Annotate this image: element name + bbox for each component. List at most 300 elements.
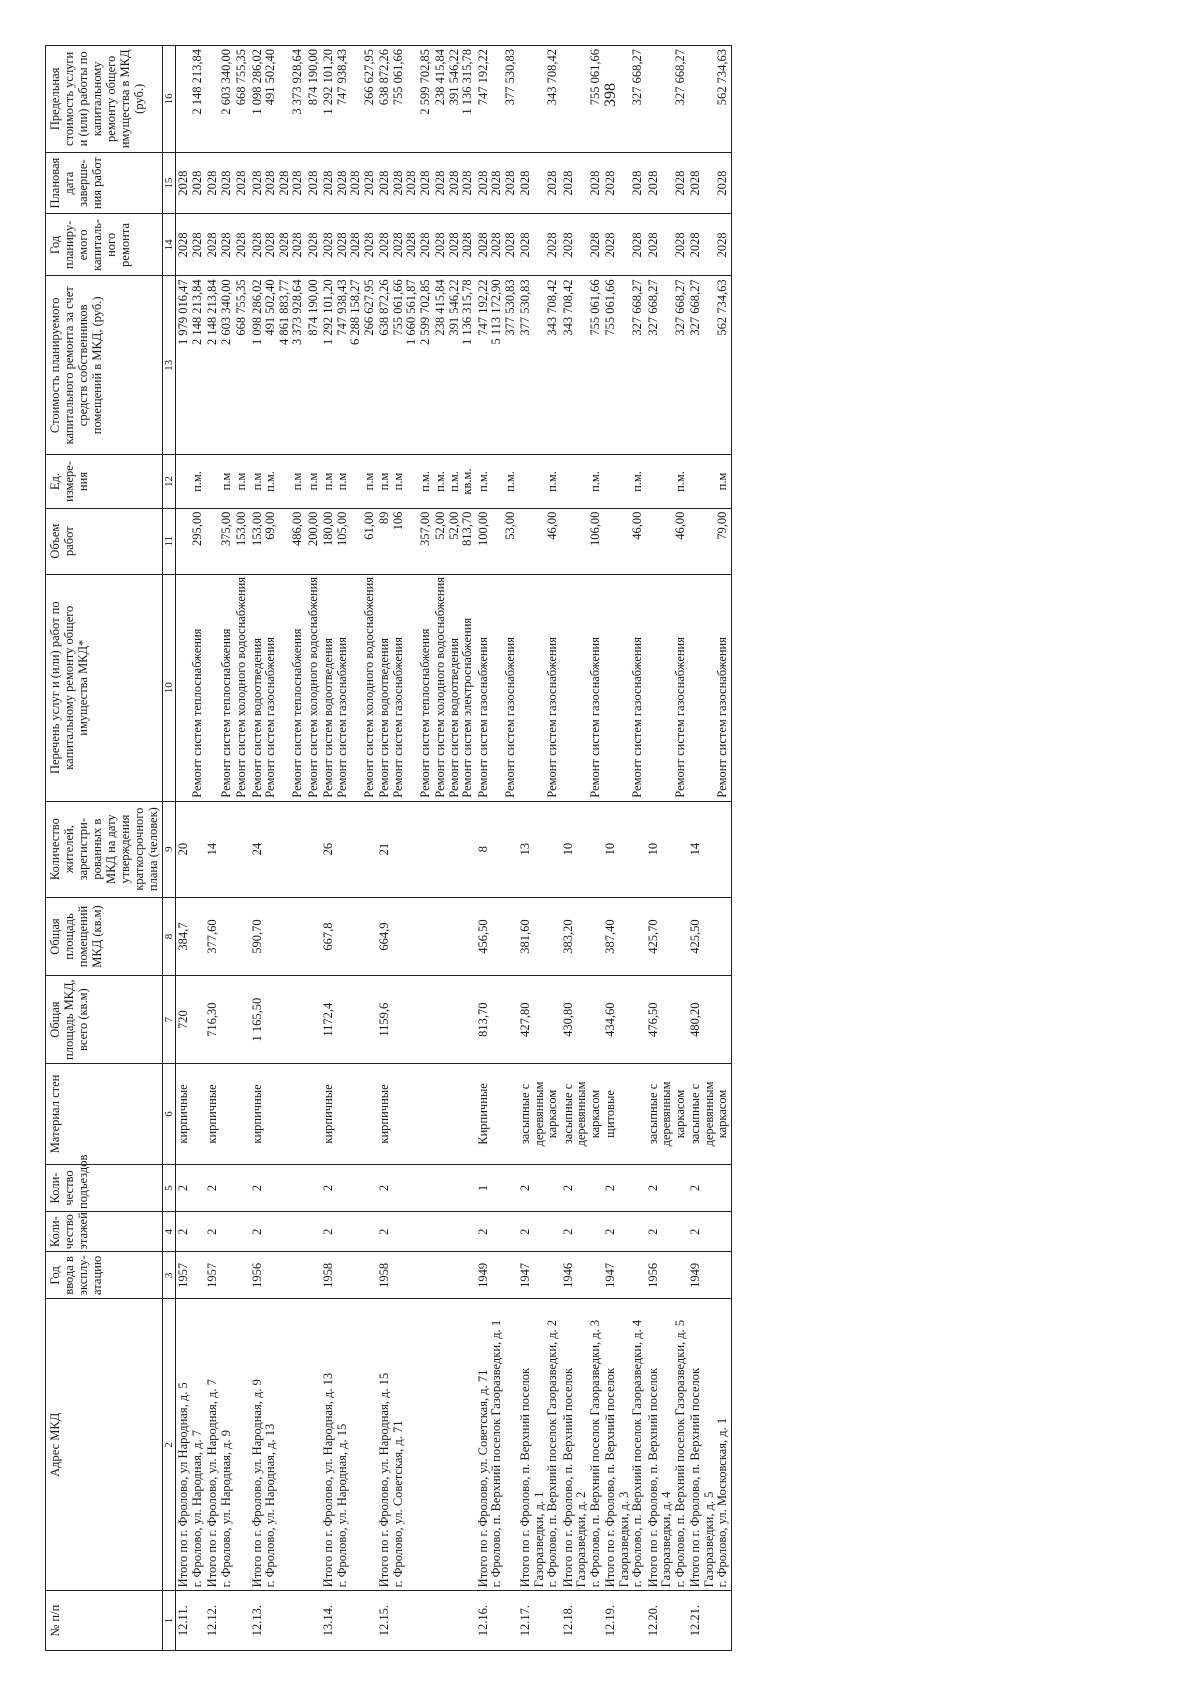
works-cell-line	[703, 578, 717, 798]
cost-cell-line	[533, 279, 547, 451]
limit-cell	[433, 46, 476, 153]
address-cell-line: Итого по г. Фролово, п. Верхний поселок	[603, 1367, 617, 1588]
address-cell-line: г. Фролово, ул. Московская, д. 1	[715, 1417, 729, 1588]
total-area-cell: 427,80	[518, 976, 561, 1063]
column-header: Количество жителей, зарегистри-рованных в МКД на дату утверждения краткосрочного плана (человек)	[46, 801, 163, 897]
cost-cell-line: 5 113 172,90	[489, 279, 503, 345]
rooms-area-cell: 425,70	[646, 897, 689, 976]
column-number: 9	[163, 801, 176, 897]
limit-cell-line: 377 530,83	[502, 49, 517, 106]
row-number: 12.13.	[250, 1591, 306, 1651]
end-year-cell	[433, 152, 476, 214]
works-cell-line: Ремонт систем электроснабжения	[460, 617, 474, 798]
column-header: Объем работ	[46, 508, 163, 574]
end-year-cell-line: 2028	[603, 170, 617, 196]
cost-cell	[250, 276, 306, 455]
plan-year-cell-line	[703, 218, 717, 273]
cost-cell	[234, 276, 250, 455]
end-year-cell	[250, 152, 306, 214]
address-cell	[321, 1299, 377, 1591]
end-year-cell-line: 2028	[475, 170, 490, 196]
wall-material-cell-line: деревянным	[531, 1081, 546, 1147]
plan-year-cell-line: 2028	[545, 232, 559, 258]
works-cell-line: Ремонт систем теплоснабжения	[218, 628, 233, 798]
end-year-cell	[688, 152, 731, 214]
cost-cell-line: 491 502,40	[263, 279, 277, 336]
wall-material-cell-line: каркасом	[672, 1089, 687, 1139]
residents-cell: 10	[561, 801, 604, 897]
plan-year-cell-line: 2028	[560, 232, 575, 258]
cost-cell-line: 747 192,22	[475, 279, 490, 336]
volume-cell-line: 106,00	[587, 511, 602, 546]
works-cell-line	[278, 578, 292, 798]
year-cell: 1949	[688, 1252, 731, 1299]
total-area-cell: 1159,6	[377, 976, 433, 1063]
wall-material-cell-line: засыпные с	[645, 1083, 660, 1145]
address-cell	[433, 1299, 476, 1591]
wall-material-cell-line: кирпичные	[321, 1084, 335, 1144]
end-year-cell-line: 2028	[446, 170, 461, 196]
volume-cell-line	[177, 512, 191, 571]
volume-cell-line	[575, 512, 589, 571]
works-cell-line: Ремонт систем газоснабжения	[502, 637, 517, 798]
end-year-cell-line: 2028	[205, 170, 219, 196]
unit-cell-line: п.м.	[475, 471, 490, 492]
unit-cell-line	[660, 458, 674, 504]
works-cell-line	[575, 578, 589, 798]
cost-cell-line: 6 288 158,27	[348, 279, 362, 345]
limit-cell-line	[604, 49, 618, 149]
limit-cell-line	[278, 49, 292, 149]
plan-year-cell-line: 2028	[603, 232, 617, 258]
works-cell-line	[490, 578, 504, 798]
plan-year-cell-line: 2028	[433, 232, 447, 258]
works-cell	[176, 574, 206, 801]
column-header: Год планиру-емого капиталь-ного ремонта	[46, 214, 163, 276]
cost-cell	[321, 276, 377, 455]
column-number-row	[163, 46, 176, 1651]
volume-cell	[234, 508, 250, 574]
header-row	[46, 46, 163, 1651]
limit-cell-line: 2 599 702,85	[417, 49, 432, 115]
end-year-cell	[306, 152, 322, 214]
column-header: Плановая дата заверше-ния работ	[46, 152, 163, 214]
column-number: 16	[163, 46, 176, 153]
plan-year-cell-line: 2028	[234, 232, 248, 258]
unit-cell-line: п.м	[234, 472, 248, 491]
column-header: Адрес МКД	[46, 1299, 163, 1591]
plan-year-cell	[433, 214, 476, 276]
floors-cell	[306, 1211, 322, 1251]
plan-year-cell-line: 2028	[645, 232, 660, 258]
limit-cell	[688, 46, 731, 153]
address-cell	[561, 1299, 604, 1591]
works-cell-line	[206, 578, 220, 798]
wall-material-cell-line: каркасом	[545, 1089, 559, 1139]
volume-cell-line: 486,00	[290, 511, 304, 546]
year-cell: 1958	[321, 1252, 377, 1299]
total-area-cell	[234, 976, 250, 1063]
address-cell-line: Итого по г. Фролово, ул. Народная, д. 9	[249, 1379, 264, 1588]
end-year-cell-line	[703, 156, 717, 211]
column-header: Общая площадь помещений МКД (кв.м)	[46, 897, 163, 976]
plan-year-cell-line: 2028	[417, 232, 432, 258]
capital-repair-table	[45, 45, 732, 1651]
limit-cell-line: 491 502,40	[263, 49, 277, 106]
unit-cell	[603, 455, 646, 508]
residents-cell: 21	[377, 801, 433, 897]
end-year-cell-line: 2028	[715, 170, 729, 196]
address-cell-line: г. Фролово, ул. Советская, д. 71	[390, 1420, 405, 1588]
total-area-cell: 476,50	[646, 976, 689, 1063]
end-year-cell-line: 2028	[587, 170, 602, 196]
works-cell-line: Ремонт систем теплоснабжения	[417, 628, 432, 798]
unit-cell	[476, 455, 519, 508]
limit-cell-line: 1 292 101,20	[321, 49, 335, 115]
address-cell-line: Итого по г. Фролово, ул. Народная, д. 13	[321, 1372, 335, 1588]
volume-cell-line: 79,00	[715, 511, 729, 540]
total-area-cell	[306, 976, 322, 1063]
end-year-cell	[321, 152, 377, 214]
rooms-area-cell: 383,20	[561, 897, 604, 976]
cost-cell-line: 668 755,35	[234, 279, 248, 336]
end-year-cell-line: 2028	[518, 170, 532, 196]
unit-cell-line	[604, 458, 618, 504]
limit-cell-line: 1 136 315,78	[460, 49, 474, 115]
rooms-area-cell: 381,60	[518, 897, 561, 976]
cost-cell-line: 747 938,43	[334, 279, 349, 336]
volume-cell-line: 295,00	[189, 511, 204, 546]
cost-cell-line: 238 415,84	[433, 279, 447, 336]
address-cell	[176, 1299, 206, 1591]
volume-cell-line: 61,00	[361, 511, 376, 540]
wall-material-cell	[176, 1063, 206, 1164]
plan-year-cell-line: 2028	[446, 232, 461, 258]
floors-cell: 2	[250, 1211, 306, 1251]
end-year-cell	[476, 152, 519, 214]
limit-cell-line	[618, 49, 632, 149]
wall-material-cell-line: каркасом	[587, 1089, 602, 1139]
plan-year-cell-line: 2028	[189, 232, 204, 258]
limit-cell-line: 3 373 928,64	[290, 49, 304, 115]
cost-cell-line: 3 373 928,64	[290, 279, 304, 345]
volume-cell	[688, 508, 731, 574]
total-area-cell: 434,60	[603, 976, 646, 1063]
rooms-area-cell: 387,40	[603, 897, 646, 976]
address-cell-line: г. Фролово, п. Верхний поселок Газоразведки, д. 5	[672, 1319, 687, 1588]
floors-cell: 2	[476, 1211, 519, 1251]
works-cell-line: Ремонт систем теплоснабжения	[189, 628, 204, 798]
floors-cell: 2	[518, 1211, 561, 1251]
rooms-area-cell	[433, 897, 476, 976]
wall-material-cell-line: щитовые	[603, 1090, 617, 1138]
limit-cell-line: 266 627,95	[361, 49, 376, 106]
address-cell	[518, 1299, 561, 1591]
limit-cell-line: 391 546,22	[446, 49, 461, 106]
cost-cell	[306, 276, 322, 455]
floors-cell	[433, 1211, 476, 1251]
works-cell	[306, 574, 322, 801]
column-header: Перечень услуг и (или) работ по капитальному ремонту общего имущества МКД*	[46, 574, 163, 801]
cost-cell	[476, 276, 519, 455]
unit-cell-line	[206, 458, 220, 504]
unit-cell-line	[703, 458, 717, 504]
end-year-cell-line: 2028	[545, 170, 559, 196]
column-number: 12	[163, 455, 176, 508]
works-cell	[433, 574, 476, 801]
column-number: 10	[163, 574, 176, 801]
column-header: Коли-чество этажей	[46, 1211, 163, 1251]
limit-cell-line	[349, 49, 363, 149]
volume-cell	[433, 508, 476, 574]
entrances-cell: 2	[646, 1165, 689, 1212]
column-number: 7	[163, 976, 176, 1063]
works-cell	[377, 574, 433, 801]
entrances-cell: 2	[176, 1165, 206, 1212]
unit-cell	[433, 455, 476, 508]
end-year-cell-line: 2028	[489, 170, 503, 196]
year-cell: 1946	[561, 1252, 604, 1299]
row-number: 12.12.	[205, 1591, 234, 1651]
unit-cell	[250, 455, 306, 508]
limit-cell-line: 874 190,00	[305, 49, 320, 106]
end-year-cell	[561, 152, 604, 214]
wall-material-cell-line: каркасом	[715, 1089, 729, 1139]
year-cell: 1947	[518, 1252, 561, 1299]
works-cell-line: Ремонт систем водоотведения	[321, 637, 335, 798]
table-row	[306, 46, 322, 1651]
address-cell-line: г. Фролово, п. Верхний поселок Газоразведки, д. 3	[587, 1319, 602, 1588]
cost-cell	[205, 276, 234, 455]
limit-cell-line: 668 755,35	[234, 49, 248, 106]
entrances-cell: 2	[205, 1165, 234, 1212]
limit-cell	[250, 46, 306, 153]
cost-cell-line: 874 190,00	[305, 279, 320, 336]
works-cell	[561, 574, 604, 801]
volume-cell-line	[647, 512, 661, 571]
unit-cell	[688, 455, 731, 508]
unit-cell	[646, 455, 689, 508]
end-year-cell-line: 2028	[189, 170, 204, 196]
limit-cell	[306, 46, 322, 153]
plan-year-cell-line	[660, 218, 674, 273]
wall-material-cell-line: кирпичные	[377, 1084, 391, 1144]
works-cell-line: Ремонт систем холодного водоснабжения	[361, 576, 376, 798]
unit-cell	[518, 455, 561, 508]
works-cell-line	[689, 578, 703, 798]
unit-cell-line: п.м	[321, 472, 335, 491]
column-number: 6	[163, 1063, 176, 1164]
table-row	[250, 46, 306, 1651]
works-cell	[646, 574, 689, 801]
limit-cell-line: 1 098 286,02	[249, 49, 264, 115]
cost-cell-line: 343 708,42	[545, 279, 559, 336]
residents-cell: 8	[476, 801, 519, 897]
end-year-cell-line	[533, 156, 547, 211]
wall-material-cell-line: Кирпичные	[475, 1083, 490, 1145]
volume-cell-line: 100,00	[475, 511, 490, 546]
column-header: Общая площадь МКД, всего (кв.м)	[46, 976, 163, 1063]
cost-cell-line: 377 530,83	[518, 279, 532, 336]
plan-year-cell-line: 2028	[205, 232, 219, 258]
rooms-area-cell	[234, 897, 250, 976]
unit-cell-line	[575, 458, 589, 504]
volume-cell-line	[490, 512, 504, 571]
unit-cell-line: п.м	[361, 472, 376, 491]
floors-cell: 2	[688, 1211, 731, 1251]
year-cell: 1949	[476, 1252, 519, 1299]
total-area-cell: 1 165,50	[250, 976, 306, 1063]
rooms-area-cell: 664,9	[377, 897, 433, 976]
cost-cell-line: 638 872,26	[377, 279, 391, 336]
plan-year-cell-line	[618, 218, 632, 273]
row-number: 13.14.	[321, 1591, 377, 1651]
entrances-cell	[306, 1165, 322, 1212]
end-year-cell-line: 2028	[218, 170, 233, 196]
works-cell	[250, 574, 306, 801]
plan-year-cell-line: 2028	[390, 232, 405, 258]
works-cell-line: Ремонт систем водоотведения	[377, 637, 391, 798]
table-row	[433, 46, 476, 1651]
unit-cell-line	[405, 458, 419, 504]
end-year-cell-line: 2028	[176, 170, 190, 196]
works-cell-line	[405, 578, 419, 798]
entrances-cell: 2	[377, 1165, 433, 1212]
column-number: 13	[163, 276, 176, 455]
column-header: Предельная стоимость услуги и (или) работы по капитальному ремонту общего имущества в МКД (руб.)	[46, 46, 163, 153]
wall-material-cell	[205, 1063, 234, 1164]
plan-year-cell-line: 2028	[276, 232, 291, 258]
works-cell	[518, 574, 561, 801]
year-cell: 1956	[250, 1252, 306, 1299]
unit-cell-line	[647, 458, 661, 504]
limit-cell-line: 327 668,27	[672, 49, 687, 106]
plan-year-cell	[603, 214, 646, 276]
end-year-cell-line: 2028	[290, 170, 304, 196]
unit-cell-line	[562, 458, 576, 504]
residents-cell	[433, 801, 476, 897]
plan-year-cell-line: 2028	[672, 232, 687, 258]
volume-cell-line: 105,00	[334, 511, 349, 546]
unit-cell-line: п.м	[249, 472, 264, 491]
year-cell: 1958	[377, 1252, 433, 1299]
unit-cell-line: п.м	[290, 472, 304, 491]
cost-cell-line: 2 603 340,00	[218, 279, 233, 345]
cost-cell-line: 2 148 213,84	[189, 279, 204, 345]
end-year-cell	[377, 152, 433, 214]
unit-cell-line: п.м.	[417, 471, 432, 492]
cost-cell	[561, 276, 604, 455]
row-number: 12.17.	[518, 1591, 561, 1651]
works-cell-line: Ремонт систем газоснабжения	[475, 637, 490, 798]
volume-cell-line: 106	[390, 511, 405, 531]
end-year-cell-line: 2028	[249, 170, 264, 196]
volume-cell-line	[206, 512, 220, 571]
row-number: 12.21.	[688, 1591, 731, 1651]
end-year-cell-line	[575, 156, 589, 211]
table-row	[321, 46, 377, 1651]
unit-cell-line: п.м	[334, 472, 349, 491]
cost-cell-line: 2 148 213,84	[205, 279, 219, 345]
rotated-page	[45, 45, 1185, 1651]
unit-cell-line	[177, 458, 191, 504]
plan-year-cell-line	[575, 218, 589, 273]
volume-cell	[561, 508, 604, 574]
table-row	[646, 46, 689, 1651]
volume-cell-line: 52,00	[433, 511, 447, 540]
works-cell-line: Ремонт систем газоснабжения	[263, 637, 277, 798]
works-cell	[321, 574, 377, 801]
address-cell-line: Итого по г. Фролово, ул. Народная, д. 15	[377, 1372, 391, 1588]
wall-material-cell	[321, 1063, 377, 1164]
address-cell-line: г. Фролово, ул. Народная, д. 15	[334, 1423, 349, 1588]
limit-cell-line	[703, 49, 717, 149]
page-number: 398	[602, 83, 619, 107]
volume-cell-line: 813,70	[460, 511, 474, 546]
end-year-cell-line	[618, 156, 632, 211]
limit-cell-line: 562 734,63	[715, 49, 729, 106]
wall-material-cell	[561, 1063, 604, 1164]
floors-cell	[234, 1211, 250, 1251]
cost-cell-line	[660, 279, 674, 451]
entrances-cell: 2	[321, 1165, 377, 1212]
end-year-cell-line: 2028	[377, 170, 391, 196]
works-cell-line	[562, 578, 576, 798]
limit-cell-line: 747 192,22	[475, 49, 490, 106]
volume-cell-line	[533, 512, 547, 571]
cost-cell-line: 327 668,27	[688, 279, 702, 336]
address-cell-line: Итого по г. Фролово, п. Верхний поселок	[518, 1367, 532, 1588]
year-cell	[306, 1252, 322, 1299]
rooms-area-cell	[306, 897, 322, 976]
volume-cell	[646, 508, 689, 574]
volume-cell	[377, 508, 433, 574]
plan-year-cell-line: 2028	[460, 232, 474, 258]
address-cell	[476, 1299, 519, 1591]
end-year-cell-line: 2028	[502, 170, 517, 196]
rooms-area-cell: 425,50	[688, 897, 731, 976]
end-year-cell-line	[660, 156, 674, 211]
address-cell-line: Газоразведки, д. 1	[531, 1491, 546, 1588]
residents-cell: 10	[603, 801, 646, 897]
end-year-cell-line: 2028	[390, 170, 405, 196]
floors-cell: 2	[646, 1211, 689, 1251]
unit-cell-line: п.м	[390, 472, 405, 491]
plan-year-cell	[688, 214, 731, 276]
floors-cell: 2	[321, 1211, 377, 1251]
end-year-cell-line: 2028	[348, 170, 362, 196]
wall-material-cell	[646, 1063, 689, 1164]
year-cell: 1947	[603, 1252, 646, 1299]
residents-cell: 10	[646, 801, 689, 897]
limit-cell	[476, 46, 519, 153]
total-area-cell	[433, 976, 476, 1063]
plan-year-cell-line: 2028	[249, 232, 264, 258]
cost-cell-line: 2 599 702,85	[417, 279, 432, 345]
plan-year-cell-line: 2028	[518, 232, 532, 258]
plan-year-cell	[234, 214, 250, 276]
unit-cell	[234, 455, 250, 508]
cost-cell-line: 266 627,95	[361, 279, 376, 336]
total-area-cell: 720	[176, 976, 206, 1063]
residents-cell: 14	[688, 801, 731, 897]
table-row	[377, 46, 433, 1651]
row-number: 12.18.	[561, 1591, 604, 1651]
works-cell	[603, 574, 646, 801]
cost-cell-line: 343 708,42	[560, 279, 575, 336]
works-cell-line	[349, 578, 363, 798]
works-cell-line: Ремонт систем газоснабжения	[545, 637, 559, 798]
